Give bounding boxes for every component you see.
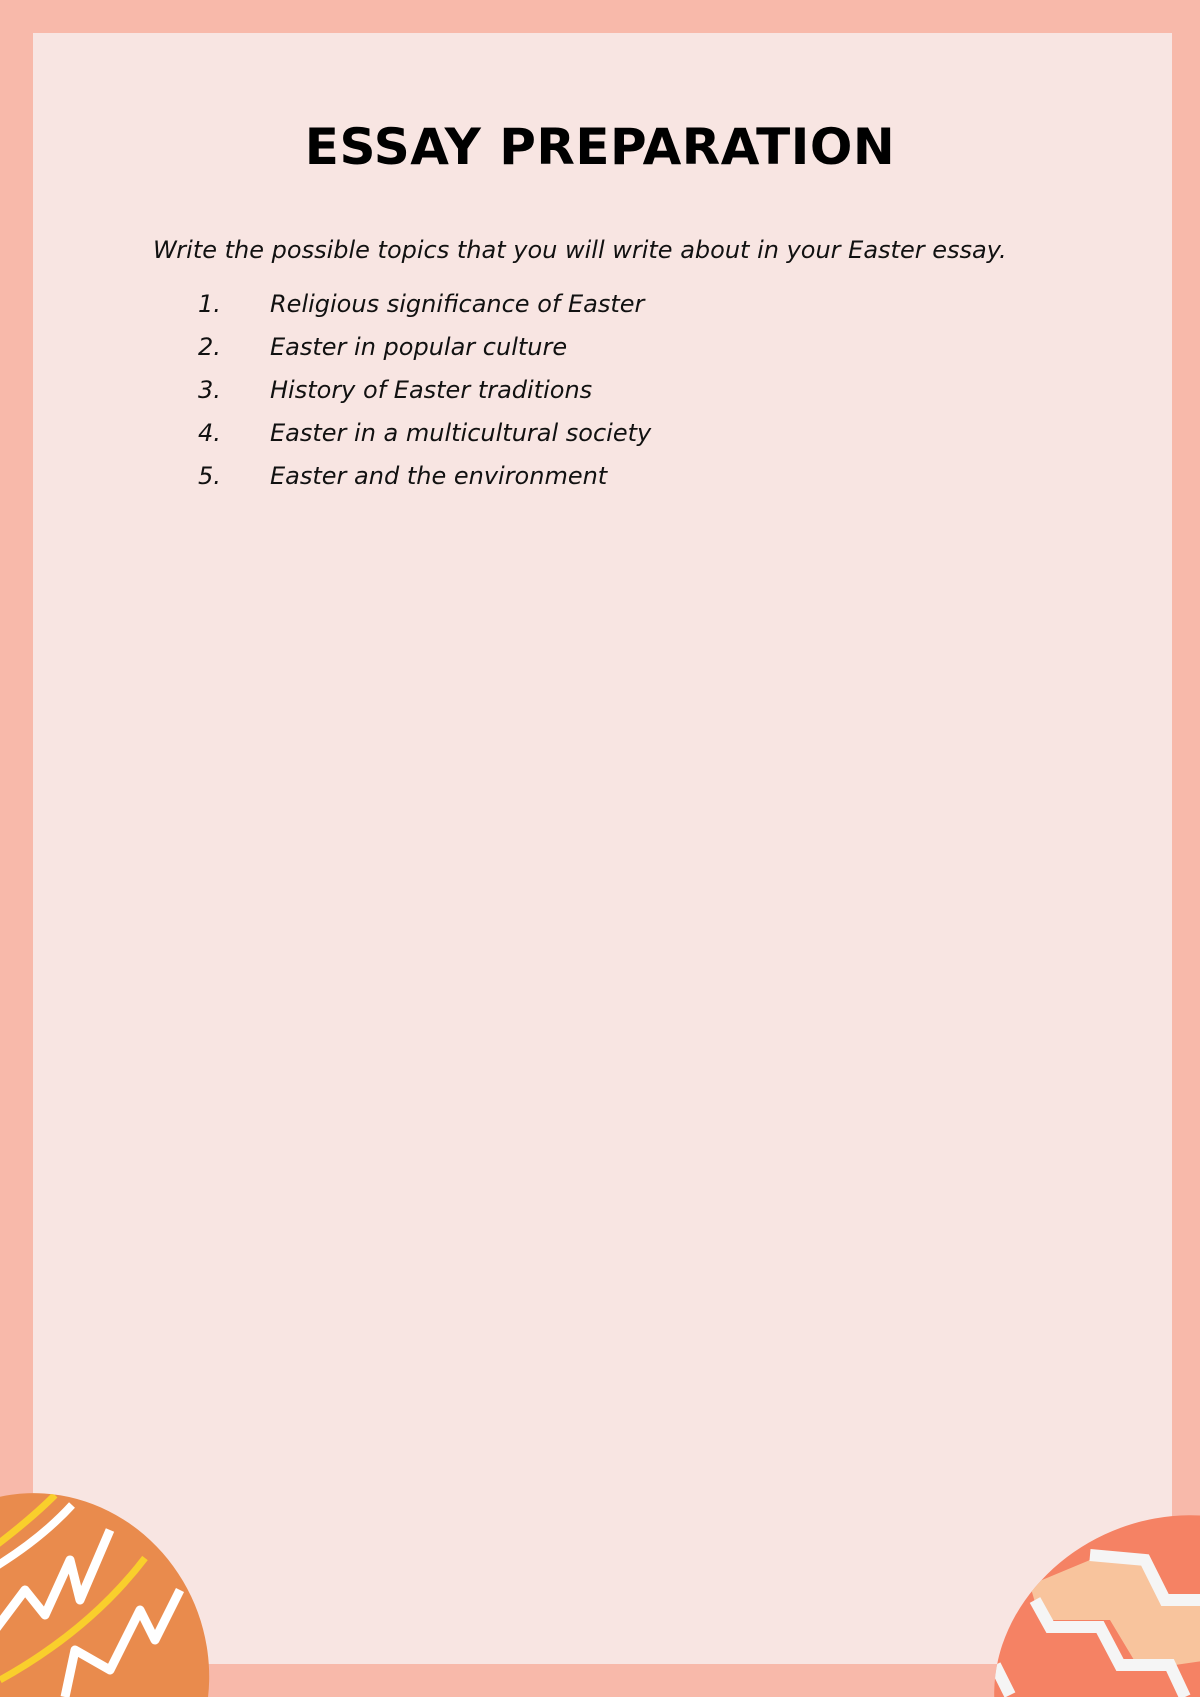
item-text: Easter in popular culture (270, 333, 568, 361)
item-text: History of Easter traditions (270, 376, 593, 404)
item-text: Easter and the environment (270, 462, 608, 490)
page-sheet (33, 33, 1172, 1664)
page-title: ESSAY PREPARATION (304, 118, 896, 176)
intro-text: Write the possible topics that you will write about in your Easter essay. (153, 236, 1007, 264)
item-number: 1. (198, 290, 221, 318)
item-number: 4. (198, 419, 221, 447)
item-number: 5. (198, 462, 221, 490)
list-item (198, 333, 651, 376)
easter-egg-left-icon (0, 1480, 220, 1697)
item-number: 2. (198, 333, 221, 361)
topic-list (198, 290, 651, 505)
item-text: Easter in a multicultural society (270, 419, 652, 447)
item-text: Religious significance of Easter (270, 290, 645, 318)
list-item (198, 290, 651, 333)
list-item (198, 419, 651, 462)
item-number: 3. (198, 376, 221, 404)
list-item (198, 462, 651, 505)
easter-egg-right-icon (980, 1500, 1200, 1697)
list-item (198, 376, 651, 419)
